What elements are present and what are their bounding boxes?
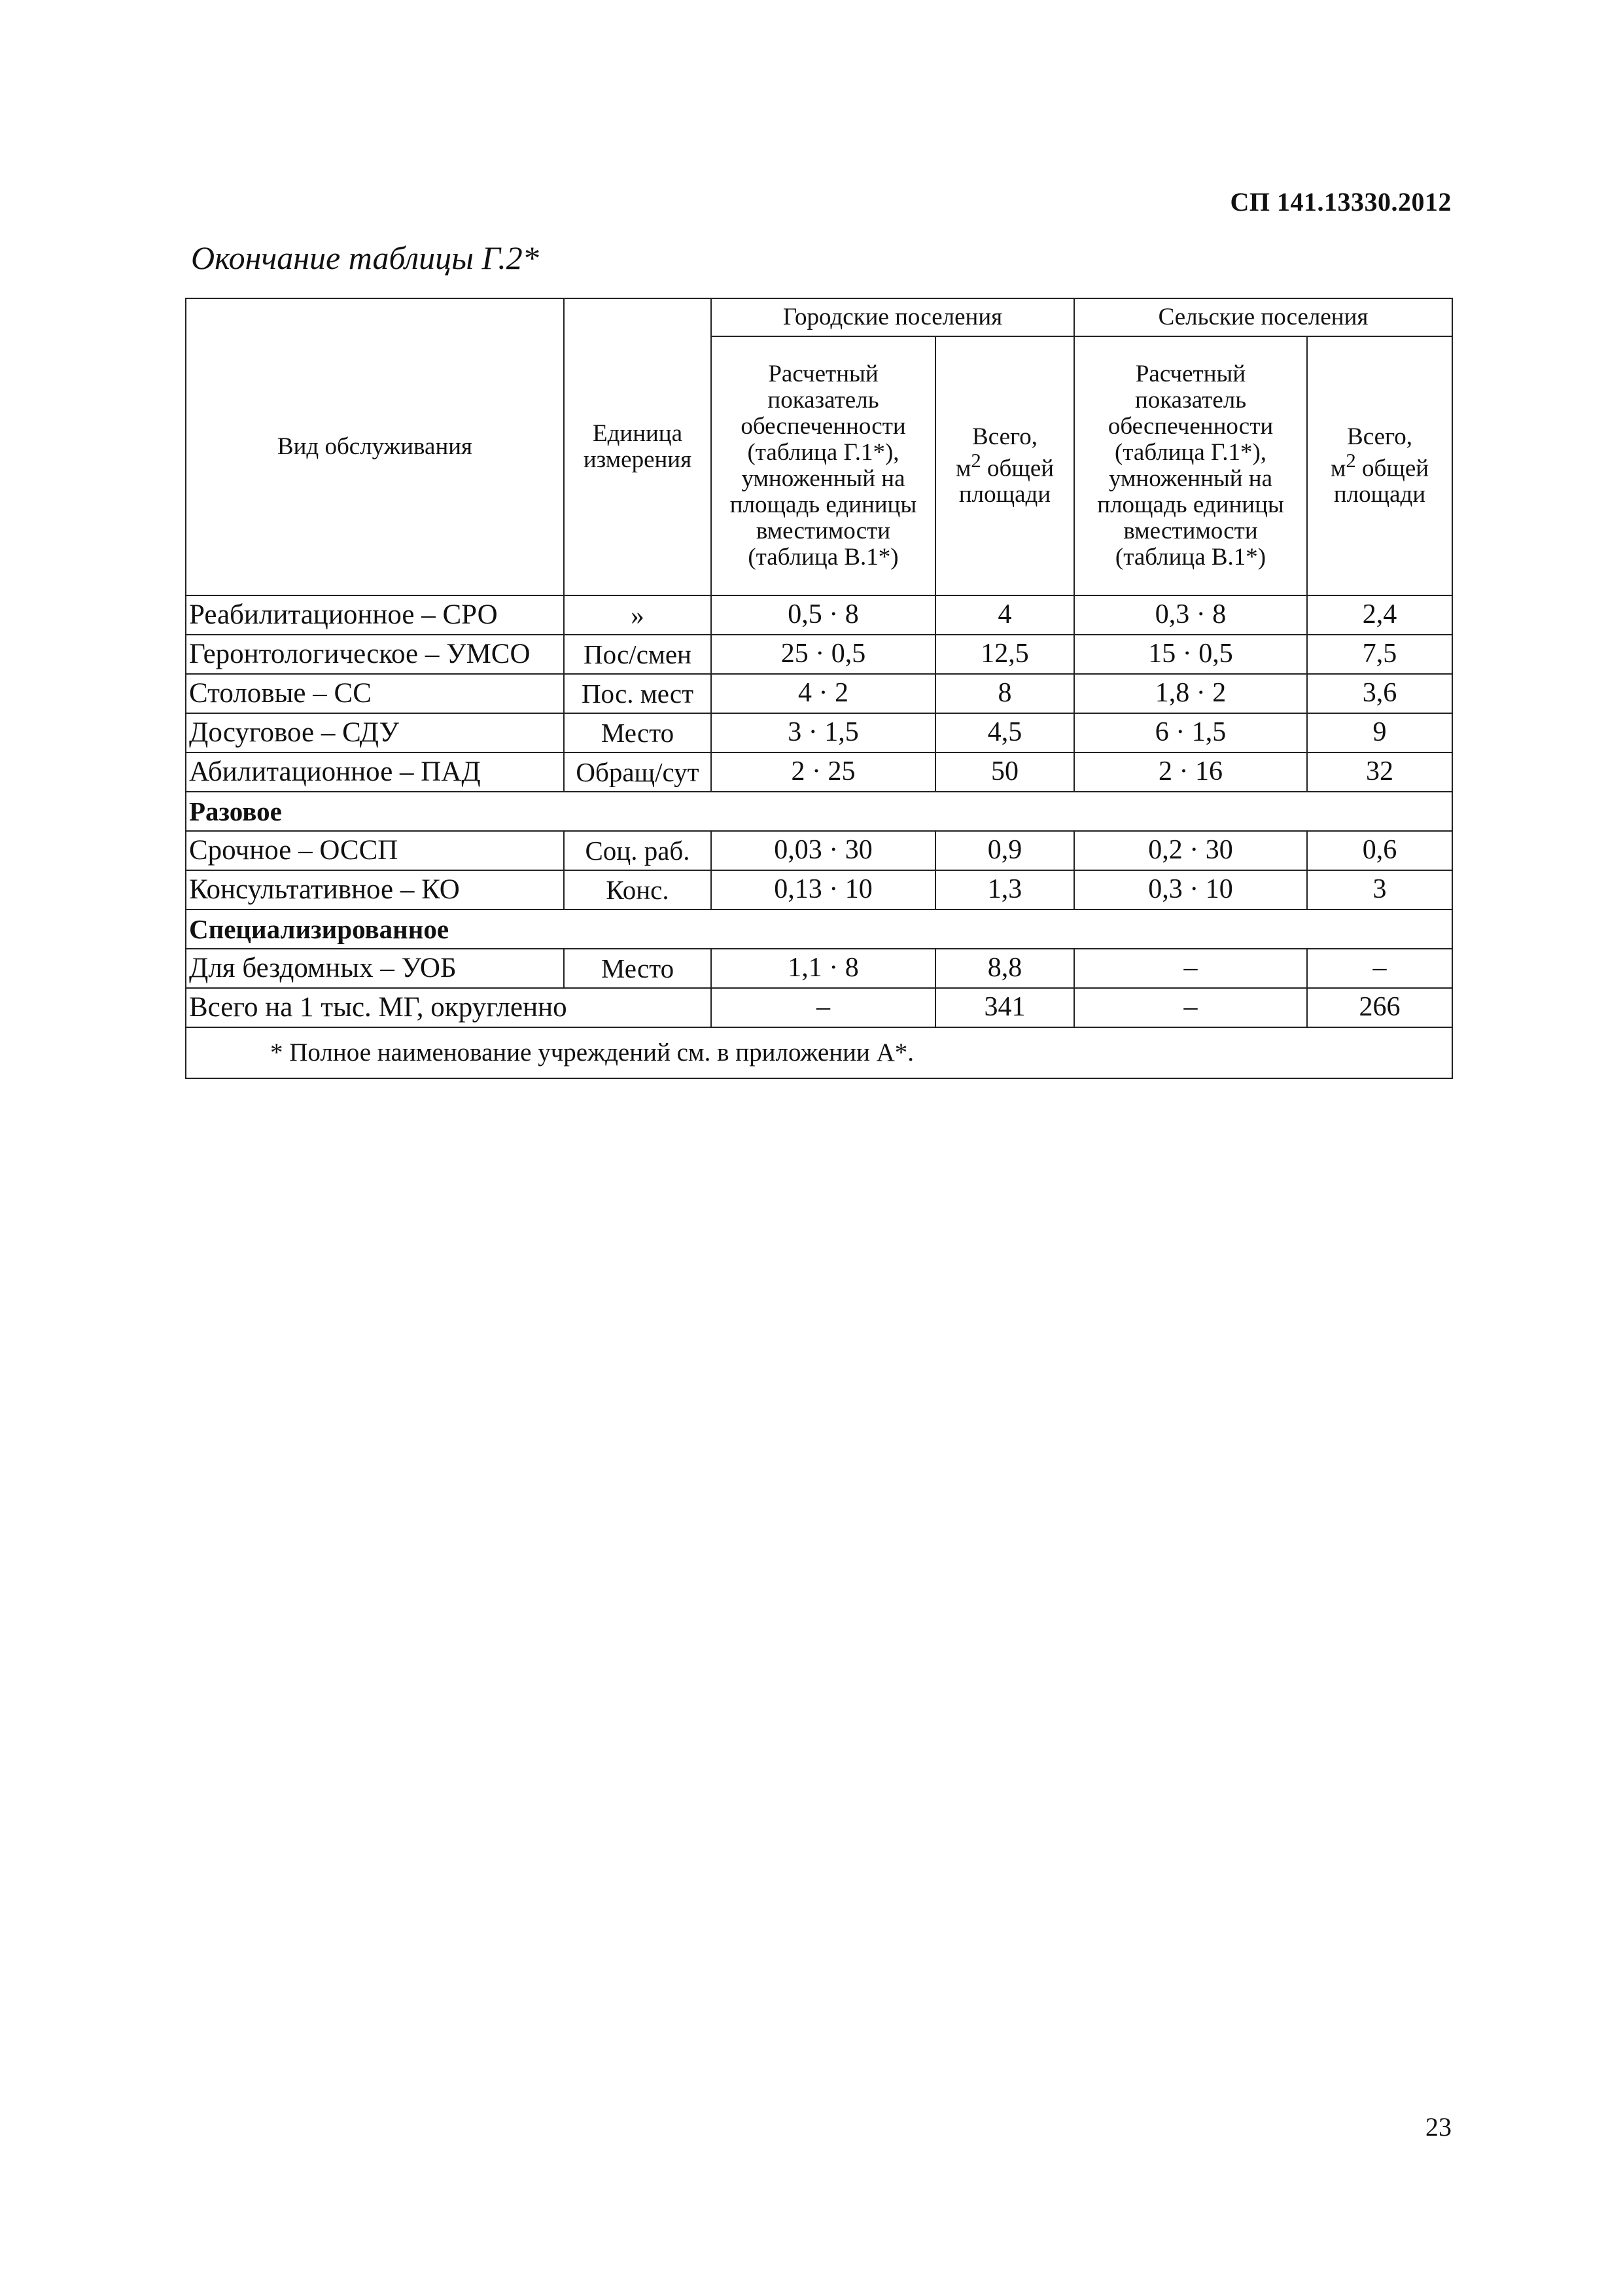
header-service: Вид обслуживания	[186, 298, 564, 595]
urban-calc: 25 · 0,5	[711, 635, 935, 674]
total-unit: м	[955, 455, 971, 482]
header-unit: Единица измерения	[564, 298, 711, 595]
total-unit-exponent: 2	[971, 449, 981, 472]
unit: Соц. раб.	[564, 831, 711, 870]
urban-total: 12,5	[935, 635, 1074, 674]
header-rural-indicator: Расчетный показатель обеспеченности (таблица Г.1*), умноженный на площадь единицы вместимости (таблица В.1*)	[1074, 336, 1307, 595]
unit: Пос. мест	[564, 674, 711, 713]
urban-calc: 4 · 2	[711, 674, 935, 713]
service-name: Срочное – ОССП	[186, 831, 564, 870]
table-row	[186, 674, 1452, 713]
rural-calc: 1,8 · 2	[1074, 674, 1307, 713]
service-name: Абилитационное – ПАД	[186, 752, 564, 792]
document-code: СП 141.13330.2012	[1230, 187, 1452, 217]
rural-total: 9	[1307, 713, 1452, 752]
header-rural: Сельские поселения	[1074, 298, 1452, 336]
urban-total: 50	[935, 752, 1074, 792]
urban-calc: 0,5 · 8	[711, 595, 935, 635]
service-name: Реабилитационное – СРО	[186, 595, 564, 635]
table-row	[186, 870, 1452, 910]
section-row	[186, 910, 1452, 949]
total-prefix: Всего,	[1347, 423, 1413, 450]
section-one-time: Разовое	[186, 792, 1452, 831]
urban-total: 341	[935, 988, 1074, 1027]
header-row-groups	[186, 298, 1452, 336]
rural-total: 0,6	[1307, 831, 1452, 870]
service-name: Для бездомных – УОБ	[186, 949, 564, 988]
table-row	[186, 713, 1452, 752]
service-name: Геронтологическое – УМСО	[186, 635, 564, 674]
rural-calc: 0,2 · 30	[1074, 831, 1307, 870]
urban-calc: 2 · 25	[711, 752, 935, 792]
total-unit: м	[1330, 455, 1346, 482]
rural-calc: 15 · 0,5	[1074, 635, 1307, 674]
service-name: Консультативное – КО	[186, 870, 564, 910]
rural-total: 3,6	[1307, 674, 1452, 713]
services-table	[185, 298, 1453, 1079]
rural-calc: –	[1074, 949, 1307, 988]
rural-total: 3	[1307, 870, 1452, 910]
header-rural-total	[1307, 336, 1452, 595]
rural-total: 7,5	[1307, 635, 1452, 674]
unit: Пос/смен	[564, 635, 711, 674]
rural-calc: –	[1074, 988, 1307, 1027]
table-row	[186, 831, 1452, 870]
rural-calc: 0,3 · 8	[1074, 595, 1307, 635]
total-suffix: общей площади	[958, 455, 1055, 508]
rural-calc: 0,3 · 10	[1074, 870, 1307, 910]
header-urban: Городские поселения	[711, 298, 1074, 336]
service-name: Столовые – СС	[186, 674, 564, 713]
section-row	[186, 792, 1452, 831]
rural-total: 2,4	[1307, 595, 1452, 635]
urban-total: 4	[935, 595, 1074, 635]
rural-calc: 6 · 1,5	[1074, 713, 1307, 752]
unit: »	[564, 595, 711, 635]
rural-total: 266	[1307, 988, 1452, 1027]
table-container	[185, 298, 1452, 1079]
total-unit-exponent: 2	[1346, 449, 1356, 472]
unit: Место	[564, 713, 711, 752]
urban-calc: 3 · 1,5	[711, 713, 935, 752]
urban-total: 0,9	[935, 831, 1074, 870]
total-label: Всего на 1 тыс. МГ, округленно	[186, 988, 711, 1027]
table-row	[186, 752, 1452, 792]
rural-total: 32	[1307, 752, 1452, 792]
section-specialized: Специализированное	[186, 910, 1452, 949]
urban-total: 1,3	[935, 870, 1074, 910]
unit: Обращ/сут	[564, 752, 711, 792]
total-row	[186, 988, 1452, 1027]
rural-calc: 2 · 16	[1074, 752, 1307, 792]
header-urban-total	[935, 336, 1074, 595]
footnote: * Полное наименование учреждений см. в приложении А*.	[186, 1027, 1452, 1078]
table-row	[186, 595, 1452, 635]
total-prefix: Всего,	[972, 423, 1038, 450]
urban-calc: 1,1 · 8	[711, 949, 935, 988]
unit: Место	[564, 949, 711, 988]
rural-total: –	[1307, 949, 1452, 988]
urban-calc: –	[711, 988, 935, 1027]
service-name: Досуговое – СДУ	[186, 713, 564, 752]
urban-calc: 0,13 · 10	[711, 870, 935, 910]
urban-total: 8	[935, 674, 1074, 713]
page-number: 23	[1425, 2112, 1452, 2142]
table-row	[186, 949, 1452, 988]
footnote-row	[186, 1027, 1452, 1078]
urban-total: 8,8	[935, 949, 1074, 988]
total-suffix: общей площади	[1333, 455, 1429, 508]
urban-total: 4,5	[935, 713, 1074, 752]
header-urban-indicator: Расчетный показатель обеспеченности (таблица Г.1*), умноженный на площадь единицы вместимости (таблица В.1*)	[711, 336, 935, 595]
table-caption: Окончание таблицы Г.2*	[191, 239, 539, 276]
urban-calc: 0,03 · 30	[711, 831, 935, 870]
table-row	[186, 635, 1452, 674]
unit: Конс.	[564, 870, 711, 910]
